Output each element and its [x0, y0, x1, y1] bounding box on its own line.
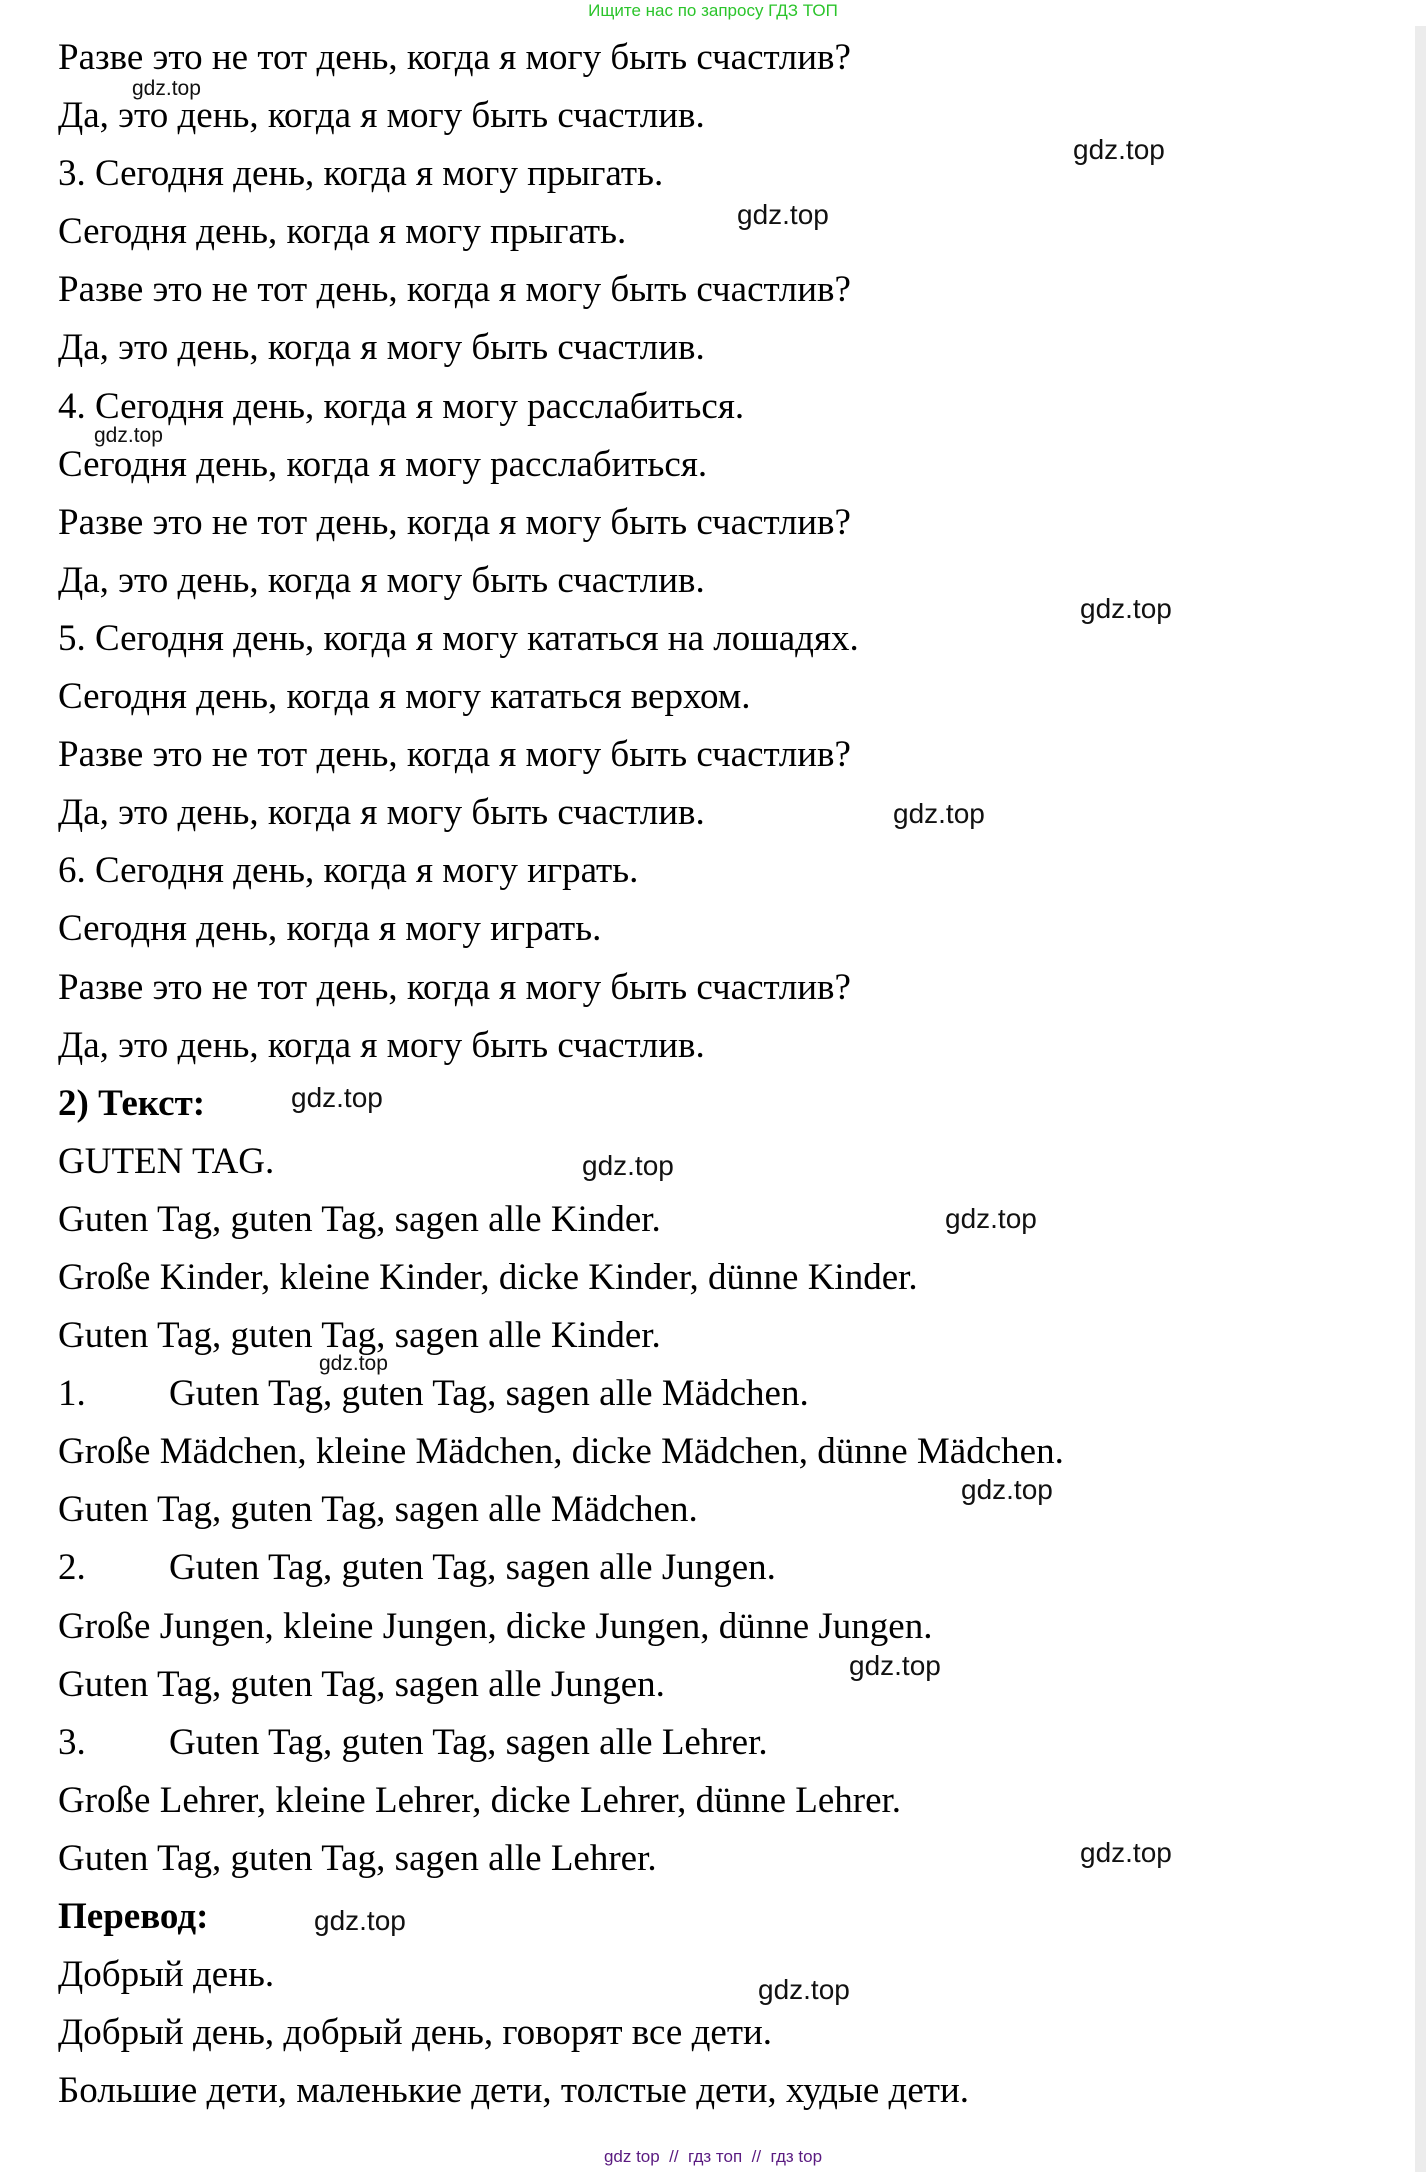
line-text: Große Mädchen, kleine Mädchen, dicke Mädchen, dünne Mädchen.: [58, 1431, 1064, 1473]
line-text: Да, это день, когда я могу быть счастлив.: [58, 792, 705, 834]
text-line: [58, 1481, 1398, 1539]
line-text: Guten Tag, guten Tag, sagen alle Jungen.: [169, 1547, 776, 1589]
watermark: gdz.top: [945, 1203, 1037, 1234]
text-line: [58, 1946, 1398, 2004]
line-text: Сегодня день, когда я могу играть.: [58, 908, 602, 950]
text-line: [58, 1539, 1398, 1597]
watermark: gdz.top: [94, 424, 163, 447]
line-text: Разве это не тот день, когда я могу быть счастлив?: [58, 501, 851, 543]
text-line: [58, 29, 1398, 87]
text-line: [58, 261, 1398, 319]
text-line: [58, 726, 1398, 784]
text-line: [58, 1017, 1398, 1075]
line-text: Разве это не тот день, когда я могу быть счастлив?: [58, 734, 851, 776]
watermark: gdz.top: [961, 1474, 1053, 1505]
section-heading: [58, 1888, 1398, 1946]
text-line: [58, 842, 1398, 900]
watermark: gdz.top: [319, 1352, 388, 1375]
line-text: Guten Tag, guten Tag, sagen alle Lehrer.: [169, 1721, 768, 1763]
list-number: 2.: [58, 1547, 86, 1589]
line-text: Große Lehrer, kleine Lehrer, dicke Lehrer, dünne Lehrer.: [58, 1779, 902, 1821]
watermark: gdz.top: [132, 77, 201, 100]
line-text: Große Jungen, kleine Jungen, dicke Jungen, dünne Jungen.: [58, 1605, 933, 1647]
text-line: [58, 1423, 1398, 1481]
watermark: gdz.top: [582, 1150, 674, 1181]
line-text: Разве это не тот день, когда я могу быть счастлив?: [58, 269, 851, 311]
text-line: [58, 1191, 1398, 1249]
text-line: [58, 610, 1398, 668]
watermark: gdz.top: [758, 1974, 850, 2005]
text-line: [58, 2062, 1398, 2120]
line-text: GUTEN TAG.: [58, 1140, 275, 1182]
search-hint-banner: Ищите нас по запросу ГДЗ ТОП: [588, 1, 838, 20]
list-number: 1.: [58, 1373, 86, 1415]
watermark: gdz.top: [291, 1082, 383, 1113]
line-text: Разве это не тот день, когда я могу быть счастлив?: [58, 37, 851, 78]
text-line: [58, 87, 1398, 145]
line-text: Большие дети, маленькие дети, толстые дети, худые дети.: [58, 2070, 969, 2112]
text-line: [58, 203, 1398, 261]
line-text: Добрый день.: [58, 1954, 275, 1996]
line-text: Перевод:: [58, 1896, 209, 1937]
text-line: [58, 1830, 1398, 1888]
line-text: 2) Текст:: [58, 1082, 206, 1124]
text-line: [58, 900, 1398, 958]
text-line: [58, 494, 1398, 552]
line-text: Guten Tag, guten Tag, sagen alle Mädchen.: [58, 1489, 698, 1531]
watermark: gdz.top: [1080, 1837, 1172, 1868]
line-text: Guten Tag, guten Tag, sagen alle Kinder.: [58, 1198, 661, 1240]
footer-watermark: gdz top // гдз топ // гдз top: [603, 2147, 823, 2166]
line-text: Да, это день, когда я могу быть счастлив.: [58, 559, 705, 601]
watermark: gdz.top: [893, 798, 985, 829]
text-line: [58, 1714, 1398, 1772]
watermark: gdz.top: [1073, 134, 1165, 165]
line-text: Добрый день, добрый день, говорят все дети.: [58, 2012, 773, 2054]
scrollbar[interactable]: [1415, 26, 1426, 2172]
line-text: 6. Сегодня день, когда я могу играть.: [58, 850, 639, 892]
line-text: 3. Сегодня день, когда я могу прыгать.: [58, 153, 664, 195]
text-line: [58, 1133, 1398, 1191]
text-line: [58, 552, 1398, 610]
text-line: [58, 668, 1398, 726]
watermark: gdz.top: [314, 1905, 406, 1936]
line-text: 4. Сегодня день, когда я могу расслабиться.: [58, 385, 745, 427]
line-text: Guten Tag, guten Tag, sagen alle Jungen.: [58, 1663, 665, 1705]
line-text: Да, это день, когда я могу быть счастлив.: [58, 95, 705, 137]
text-line: [58, 1365, 1398, 1423]
line-text: Да, это день, когда я могу быть счастлив.: [58, 1024, 705, 1066]
line-text: Guten Tag, guten Tag, sagen alle Kinder.: [58, 1315, 661, 1357]
text-line: [58, 1249, 1398, 1307]
text-line: [58, 1656, 1398, 1714]
line-text: Сегодня день, когда я могу кататься верхом.: [58, 676, 751, 718]
list-number: 3.: [58, 1721, 86, 1763]
line-text: Große Kinder, kleine Kinder, dicke Kinder, dünne Kinder.: [58, 1256, 918, 1298]
watermark: gdz.top: [849, 1650, 941, 1681]
text-line: [58, 959, 1398, 1017]
line-text: Guten Tag, guten Tag, sagen alle Lehrer.: [58, 1837, 657, 1879]
line-text: Сегодня день, когда я могу расслабиться.: [58, 443, 708, 485]
line-text: Да, это день, когда я могу быть счастлив.: [58, 327, 705, 369]
line-text: Сегодня день, когда я могу прыгать.: [58, 211, 627, 253]
watermark: gdz.top: [1080, 593, 1172, 624]
line-text: Разве это не тот день, когда я могу быть счастлив?: [58, 966, 851, 1008]
text-line: [58, 1598, 1398, 1656]
line-text: Guten Tag, guten Tag, sagen alle Mädchen.: [169, 1373, 809, 1415]
text-line: [58, 319, 1398, 377]
text-line: [58, 378, 1398, 436]
line-text: 5. Сегодня день, когда я могу кататься на лошадях.: [58, 617, 859, 659]
text-line: [58, 1772, 1398, 1830]
text-line: [58, 784, 1398, 842]
text-line: [58, 436, 1398, 494]
text-line: [58, 2004, 1398, 2062]
text-line: [58, 1307, 1398, 1365]
text-line: [58, 145, 1398, 203]
section-heading: [58, 1075, 1398, 1133]
document-body: [58, 29, 1398, 2120]
watermark: gdz.top: [737, 199, 829, 230]
